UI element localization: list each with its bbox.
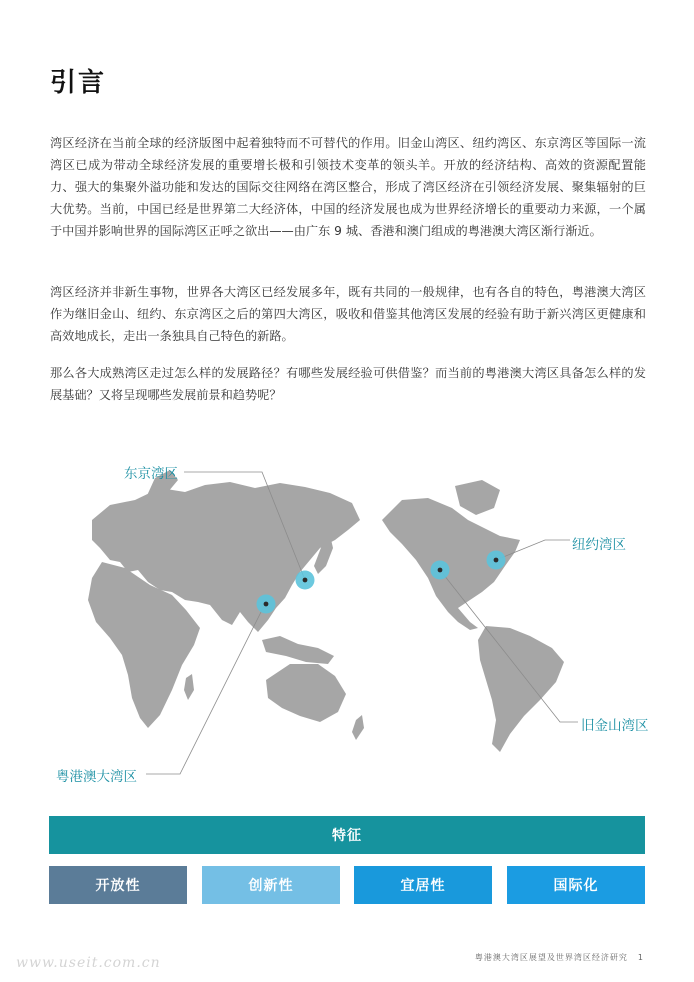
feature-innovation: 创新性	[202, 866, 340, 904]
features-heading: 特征	[49, 816, 645, 854]
intro-paragraph-3: 那么各大成熟湾区走过怎么样的发展路径？有哪些发展经验可供借鉴？而当前的粤港澳大湾区具备怎么样的发展基础？又将呈现哪些发展前景和趋势呢？	[50, 366, 646, 402]
page-footer	[475, 952, 644, 963]
page-number: 1	[637, 953, 644, 962]
label-san-francisco-bay: 旧金山湾区	[581, 718, 649, 734]
new-zealand	[352, 715, 364, 740]
feature-internationalization: 国际化	[507, 866, 645, 904]
label-tokyo-bay: 东京湾区	[124, 466, 178, 482]
greenland	[455, 480, 500, 515]
label-greater-bay-area: 粤港澳大湾区	[56, 769, 137, 785]
label-new-york-bay: 纽约湾区	[572, 537, 626, 553]
watermark: www.useit.com.cn	[16, 955, 161, 971]
intro-paragraph-1: 湾区经济在当前全球的经济版图中起着独特而不可替代的作用。旧金山湾区、纽约湾区、东京湾区等国际一流湾区已成为带动全球经济发展的重要增长极和引领技术变革的领头羊。开放的经济结构、高效的资源配置能力、强大的集聚外溢功能和发达的国际交往网络在湾区整合，形成了湾区经济在引领经济发展、聚集辐射的巨大优势。当前，中国已经是世界第二大经济体，中国的经济发展也成为世界经济增长的重要动力来源，一个属于中国并影响世界的国际湾区正呼之欲出——由广东 9 城、香港和澳门组成的粤港澳大湾区渐行渐近。	[50, 136, 646, 238]
australia	[266, 664, 346, 722]
feature-openness: 开放性	[49, 866, 187, 904]
page-title: 引言	[50, 68, 107, 98]
footer-title: 粤港澳大湾区展望及世界湾区经济研究	[474, 953, 628, 962]
feature-livability: 宜居性	[354, 866, 492, 904]
continents	[88, 470, 564, 752]
south-america	[478, 626, 564, 752]
world-map	[0, 440, 694, 800]
southeast-asia-islands	[262, 636, 334, 664]
madagascar	[184, 674, 194, 700]
intro-paragraph-2: 湾区经济并非新生事物，世界各大湾区已经发展多年，既有共同的一般规律，也有各自的特色，粤港澳大湾区作为继旧金山、纽约、东京湾区之后的第四大湾区，吸收和借鉴其他湾区发展的经验有助于新兴湾区更健康和高效地成长，走出一条独具自己特色的新路。	[50, 285, 646, 343]
